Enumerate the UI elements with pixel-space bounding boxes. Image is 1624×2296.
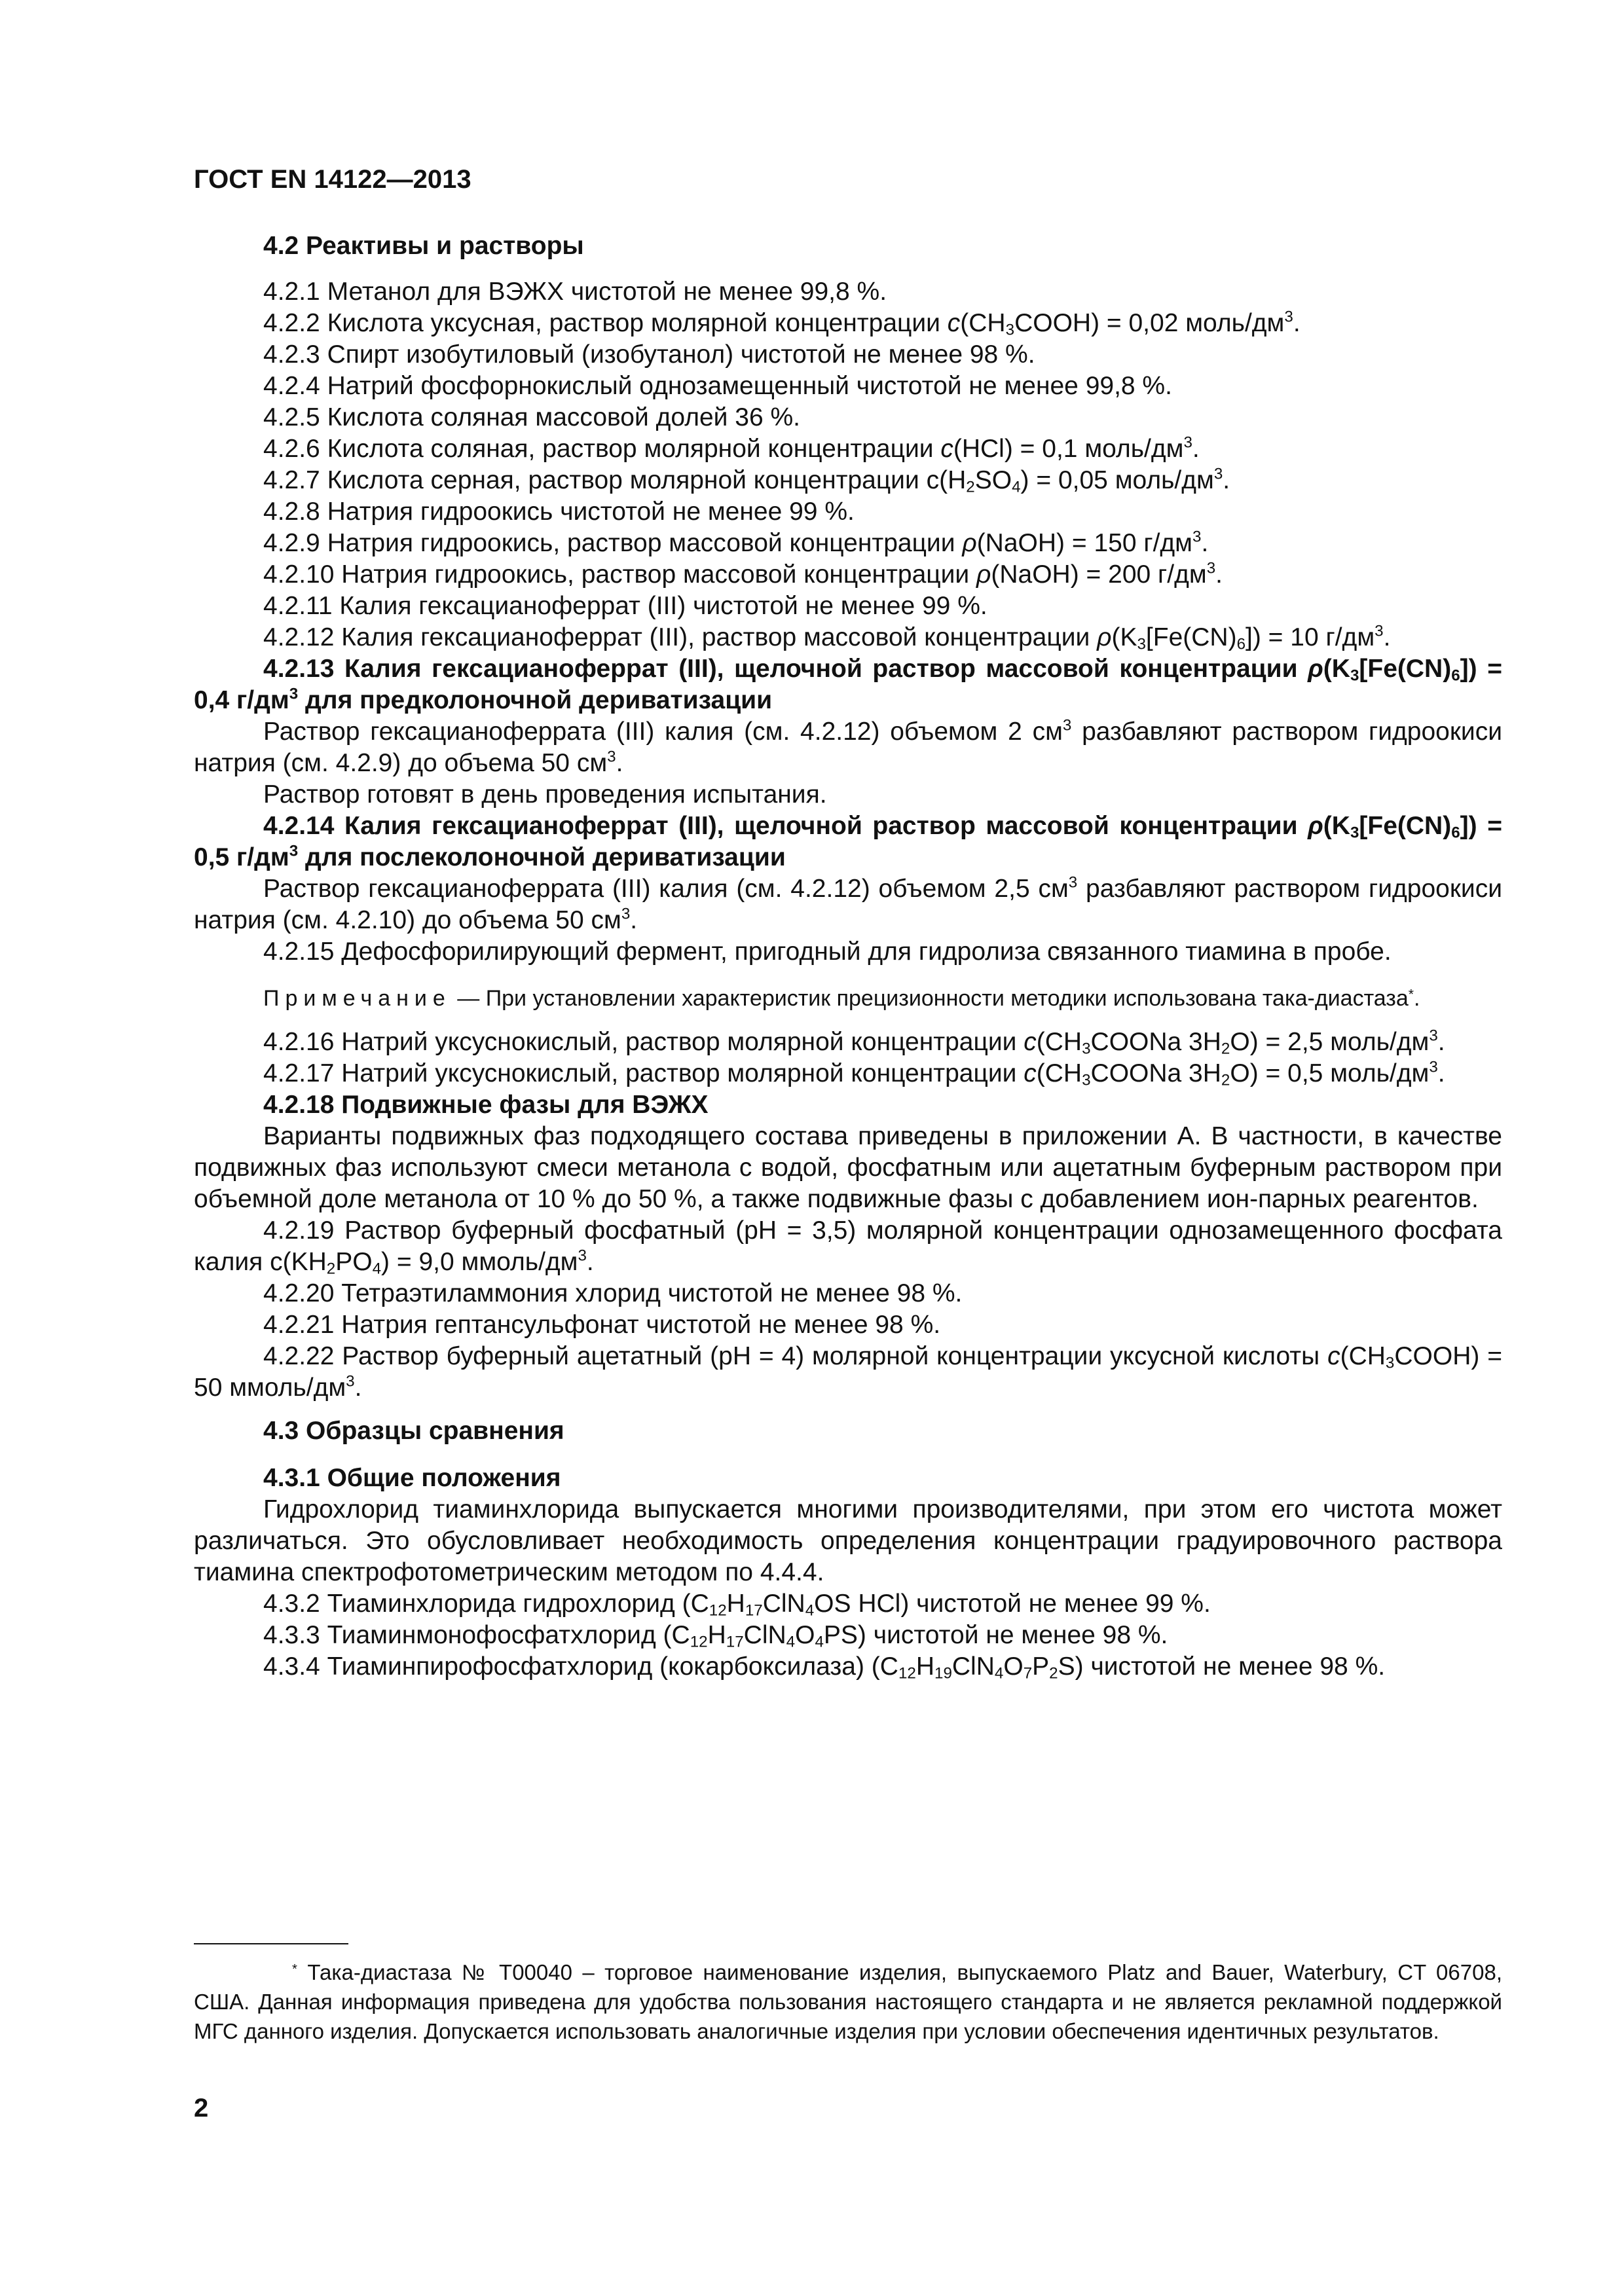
item-4-2-13-text: Раствор гексацианоферрата (III) калия (см. 4.2.12) объемом 2 $см^3$ разбавляют раствором гидроокиси натрия (см. 4.2.9) до объема 50 $см^3$. — [194, 716, 1502, 777]
item-4-2-16: 4.2.16 Натрий уксуснокислый, раствор молярной концентрации $c(CH_3COONa$ $3H_2O) = 2,5$ моль/$дм^3$. — [263, 1027, 1445, 1058]
item-4-2-6: 4.2.6 Кислота соляная, раствор молярной концентрации c(HCl) = 0,1 моль/$дм^3$. — [263, 433, 1200, 463]
item-4-2-15: 4.2.15 Дефосфорилирующий фермент, пригодный для гидролиза связанного тиамина в пробе. — [263, 938, 1392, 966]
item-4-2-19: 4.2.19 Раствор буферный фосфатный (pH = 3,5) молярной концентрации однозамещенного фосфата калия $c(KH_2PO_4) = 9,0$ ммоль/$дм^3$. — [194, 1216, 1502, 1278]
note-paragraph: Примечание — При установлении характеристик прецизионности методики использована така-диастаза*. — [263, 986, 1420, 1011]
item-4-2-12: 4.2.12 Калия гексацианоферрат (III), раствор массовой концентрации $\rho(K_3[Fe(CN)_6]) = 10$ $г/дм^3$. — [263, 622, 1391, 653]
item-4-2-8: 4.2.8 Натрия гидроокись чистотой не менее 99 %. — [263, 498, 855, 526]
footnote: * Така-диастаза № T00040 – торговое наименование изделия, выпускаемого Platz and Bauer, Waterbury, CT 06708, США. Данная информация приведена для удобства пользования настоящего стандарта и не является рекламной поддержкой МГС данного изделия. Допускается использовать аналогичные изделия при условии обеспечения идентичных результатов. — [194, 1960, 1502, 2043]
item-4-3-4: 4.3.4 Тиаминпирофосфатхлорид (кокарбоксилаза) $(C_{12}H_{19}ClN_4O_7P_2S)$ чистотой не менее 98 %. — [263, 1652, 1386, 1683]
item-4-2-7: 4.2.7 Кислота серная, раствор молярной концентрации $c(H_2SO_4) = 0,05$ моль/$дм^3$. — [263, 465, 1230, 496]
item-4-2-17: 4.2.17 Натрий уксуснокислый, раствор молярной концентрации $c(CH_3COONa$ $3H_2O) = 0,5$ моль/$дм^3$. — [263, 1058, 1445, 1089]
section-4-3-1-title: 4.3.1 Общие положения — [263, 1464, 561, 1492]
item-4-2-22: 4.2.22 Раствор буферный ацетатный (pH = 4) молярной концентрации уксусной кислоты $c(CH_3COOH) = 50$ ммоль/$дм^3$. — [194, 1342, 1502, 1402]
item-4-2-14-text: Раствор гексацианоферрата (III) калия (см. 4.2.12) объемом 2,5 $см^3$ разбавляют раствором гидроокиси натрия (см. 4.2.10) до объема 50 $см^3$. — [194, 873, 1502, 934]
section-4-2-title: 4.2 Реактивы и растворы — [263, 232, 584, 260]
item-4-2-10: 4.2.10 Натрия гидроокись, раствор массовой концентрации ρ(NaOH) = 200 $г/дм^3$. — [263, 559, 1223, 589]
footnote-reference: * — [1408, 987, 1414, 1002]
standard-number-header: ГОСТ EN 14122—2013 — [194, 165, 471, 194]
item-4-2-1: 4.2.1 Метанол для ВЭЖХ чистотой не менее 99,8 %. — [263, 278, 887, 306]
item-4-2-13-heading: 4.2.13 Калия гексацианоферрат (III), щелочной раствор массовой концентрации $\rho(K_3[Fe(CN)_6]) = 0,4$ $г/дм^3$ для предколоночной дериватизации — [194, 655, 1503, 714]
footnote-mark: * — [292, 1961, 297, 1977]
item-4-3-2: 4.3.2 Тиаминхлорида гидрохлорид ($C_{12}H_{17}ClN_4OS$ HCl) чистотой не менее 99 %. — [263, 1590, 1211, 1620]
item-4-3-3: 4.3.3 Тиаминмонофосфатхлорид $(C_{12}H_{17}ClN_4O_4PS)$ чистотой не менее 98 %. — [263, 1621, 1168, 1651]
item-4-2-18-text: Варианты подвижных фаз подходящего состава приведены в приложении А. В частности, в качестве подвижных фаз используют смеси метанола с водой, фосфатным или ацетатным буферным раствором при объемной доле метанола от 10 % до 50 %, а также подвижные фазы с добавлением ион-парных реагентов. — [194, 1122, 1502, 1213]
item-4-2-14-heading: 4.2.14 Калия гексацианоферрат (III), щелочной раствор массовой концентрации $\rho(K_3[Fe(CN)_6]) = 0,5$ $г/дм^3$ для послеколоночной дериватизации — [194, 812, 1503, 871]
item-4-2-3: 4.2.3 Спирт изобутиловый (изобутанол) чистотой не менее 98 %. — [263, 340, 1035, 369]
item-4-2-11: 4.2.11 Калия гексацианоферрат (III) чистотой не менее 99 %. — [263, 592, 987, 620]
note-label: Примечание — [263, 986, 451, 1011]
item-4-2-2: 4.2.2 Кислота уксусная, раствор молярной концентрации $c(CH_3COOH) = 0,02$ моль/$дм^3$. — [263, 308, 1301, 339]
item-4-2-5: 4.2.5 Кислота соляная массовой долей 36 %. — [263, 403, 800, 431]
document-body — [194, 230, 1502, 1683]
item-4-2-4: 4.2.4 Натрий фосфорнокислый однозамещенный чистотой не менее 99,8 %. — [263, 372, 1172, 400]
page-number: 2 — [194, 2094, 209, 2123]
footnote-divider — [194, 1943, 348, 1944]
item-4-2-20: 4.2.20 Тетраэтиламмония хлорид чистотой не менее 98 %. — [263, 1279, 963, 1307]
item-4-2-18-heading: 4.2.18 Подвижные фазы для ВЭЖХ — [263, 1091, 709, 1119]
section-4-3-title: 4.3 Образцы сравнения — [263, 1417, 564, 1445]
section-4-3-1-text: Гидрохлорид тиаминхлорида выпускается многими производителями, при этом его чистота может различаться. Это обусловливает необходимость определения концентрации градуировочного раствора тиамина спектрофотометрическим методом по 4.4.4. — [194, 1495, 1502, 1586]
item-4-2-21: 4.2.21 Натрия гептансульфонат чистотой не менее 98 %. — [263, 1311, 941, 1339]
item-4-2-9: 4.2.9 Натрия гидроокись, раствор массовой концентрации ρ(NaOH) = 150 $г/дм^3$. — [263, 528, 1209, 557]
item-4-2-13-text-2: Раствор готовят в день проведения испытания. — [263, 780, 827, 809]
